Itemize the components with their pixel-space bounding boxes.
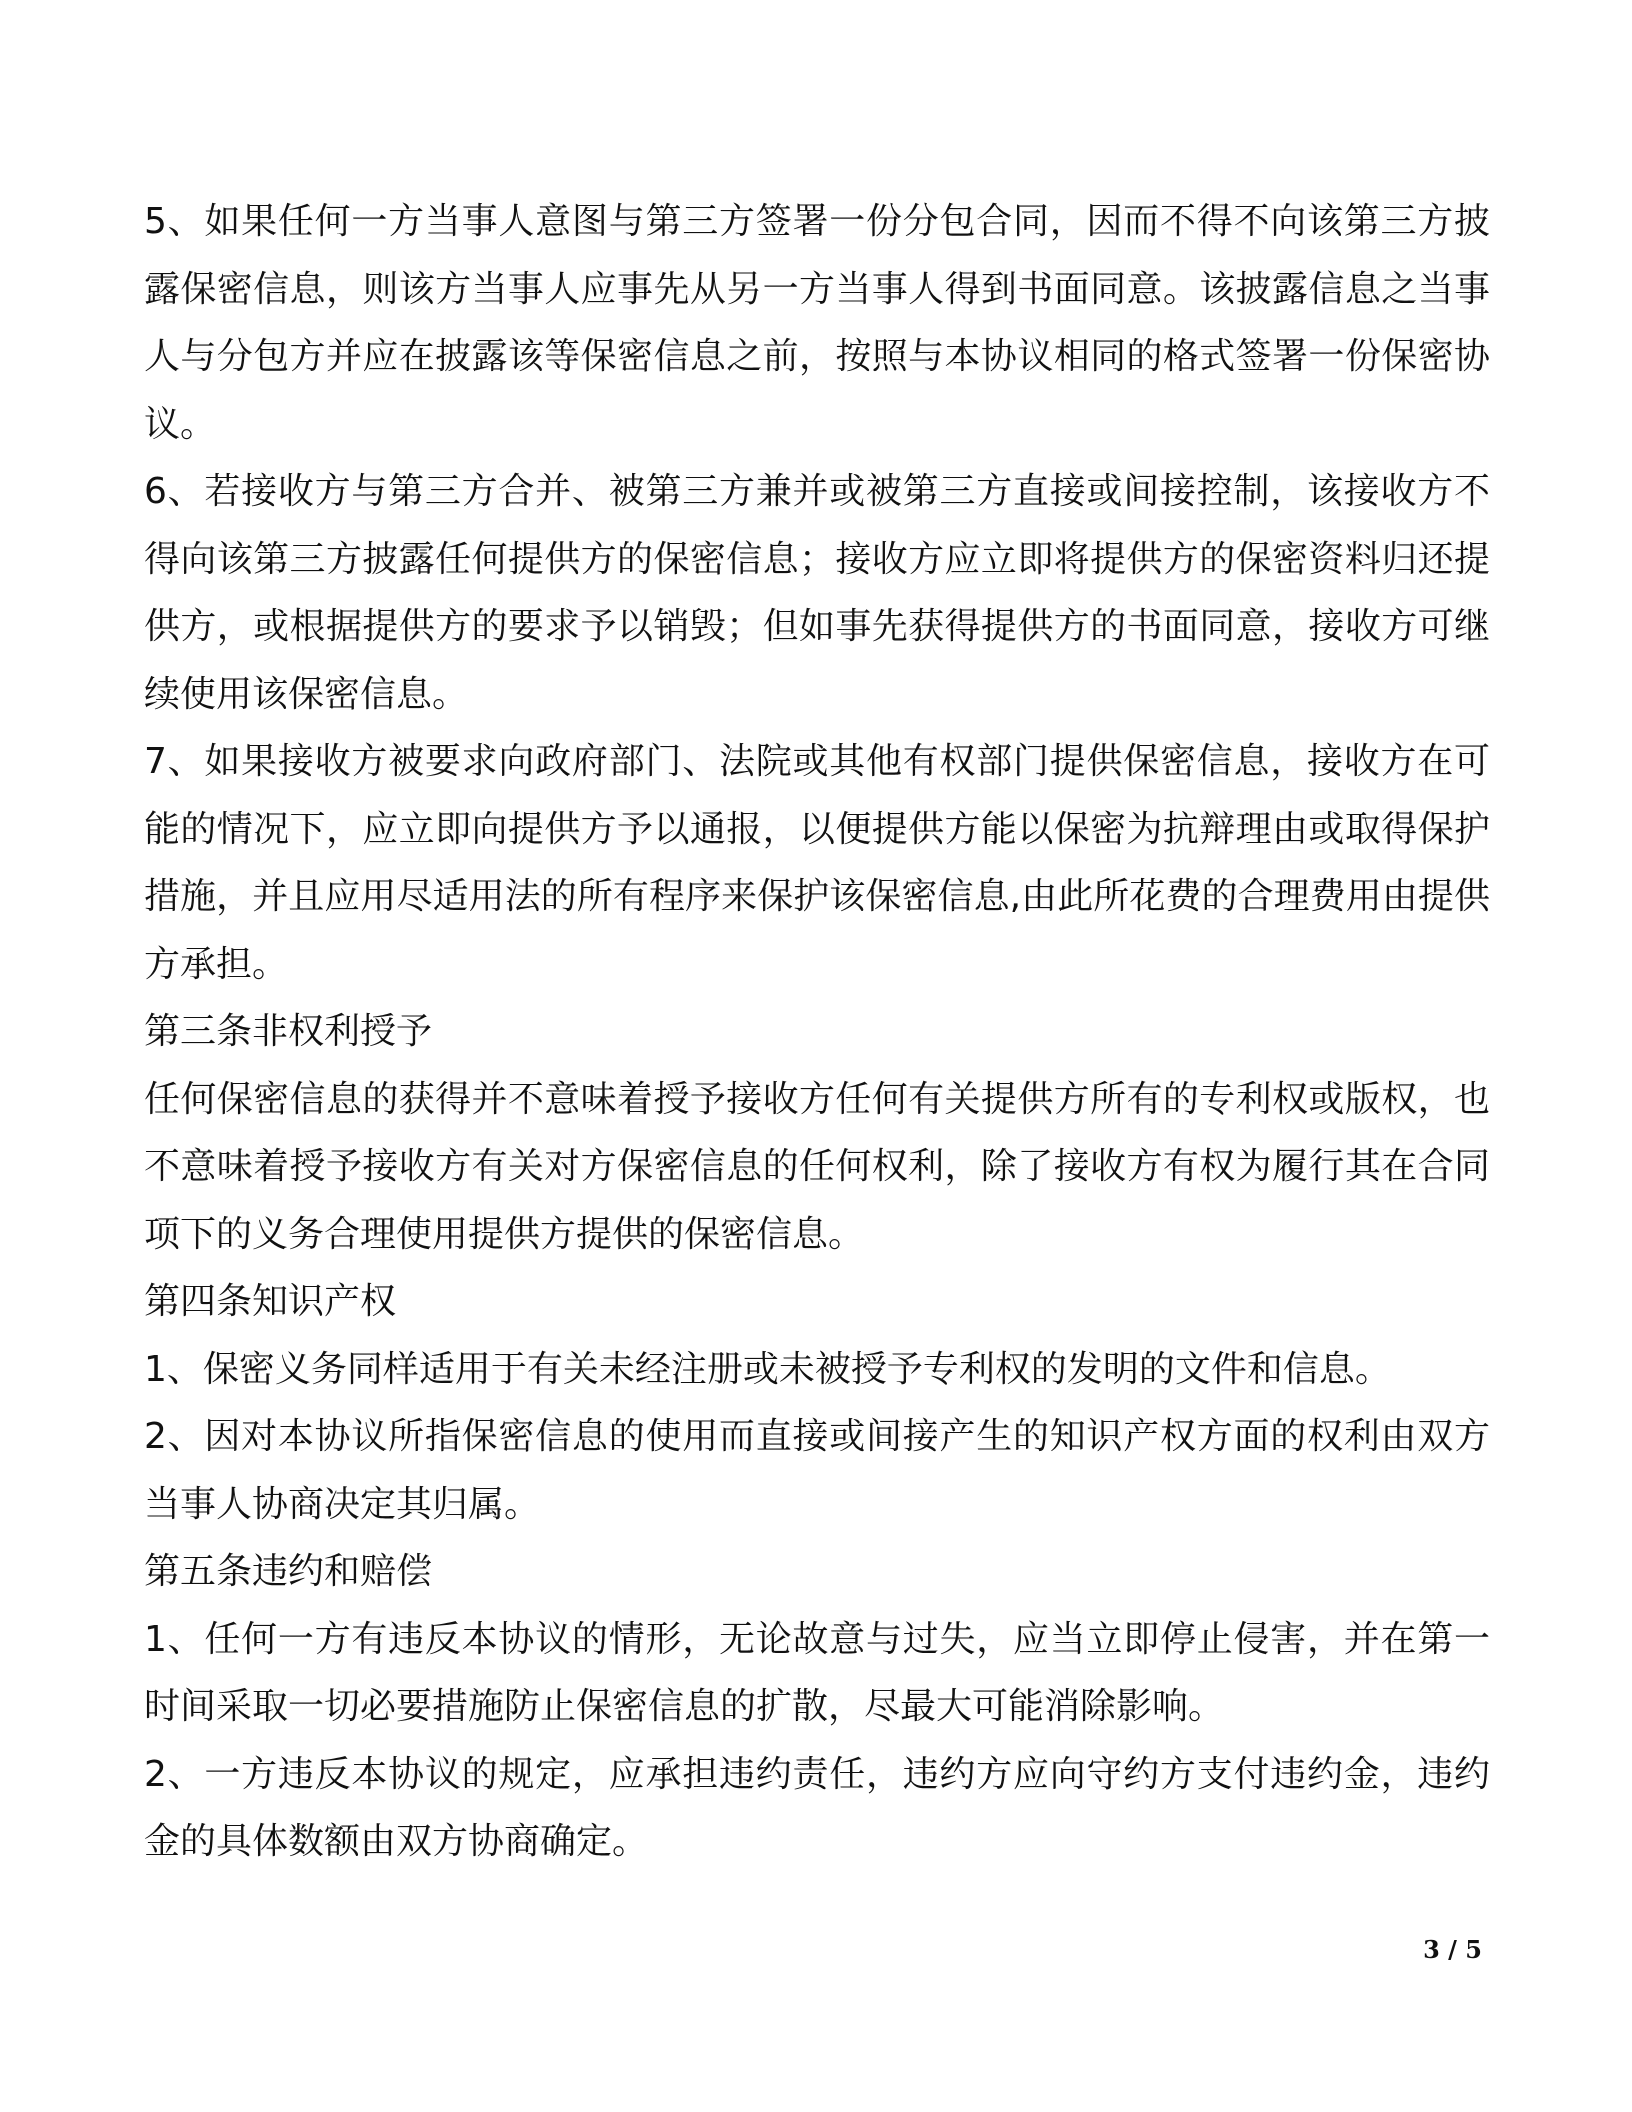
- article-5-heading: 第五条违约和赔偿: [144, 1551, 433, 1592]
- article-3-heading: 第三条非权利授予: [144, 1011, 433, 1052]
- document-body: [144, 188, 1490, 1876]
- article-5-item-2: 2、一方违反本协议的规定，应承担违约责任，违约方应向守约方支付违约金，违约金的具体数额由双方协商确定。: [144, 1753, 1490, 1862]
- clause-2-item-6: 6、若接收方与第三方合并、被第三方兼并或被第三方直接或间接控制，该接收方不得向该第三方披露任何提供方的保密信息；接收方应立即将提供方的保密资料归还提供方，或根据提供方的要求予以销毁；但如事先获得提供方的书面同意，接收方可继续使用该保密信息。: [144, 471, 1490, 715]
- article-4-item-1: 1、保密义务同样适用于有关未经注册或未被授予专利权的发明的文件和信息。: [144, 1348, 1391, 1390]
- page-number: 3 / 5: [1423, 1935, 1482, 1964]
- article-4-heading: 第四条知识产权: [144, 1281, 397, 1322]
- clause-2-item-5: 5、如果任何一方当事人意图与第三方签署一份分包合同，因而不得不向该第三方披露保密信息，则该方当事人应事先从另一方当事人得到书面同意。该披露信息之当事人与分包方并应在披露该等保密信息之前，按照与本协议相同的格式签署一份保密协议。: [144, 201, 1490, 445]
- article-3-body: 任何保密信息的获得并不意味着授予接收方任何有关提供方所有的专利权或版权，也不意味着授予接收方有关对方保密信息的任何权利，除了接收方有权为履行其在合同项下的义务合理使用提供方提供的保密信息。: [144, 1078, 1490, 1255]
- article-4-item-2: 2、因对本协议所指保密信息的使用而直接或间接产生的知识产权方面的权利由双方当事人协商决定其归属。: [144, 1416, 1490, 1525]
- article-5-item-1: 1、任何一方有违反本协议的情形，无论故意与过失，应当立即停止侵害，并在第一时间采取一切必要措施防止保密信息的扩散，尽最大可能消除影响。: [144, 1618, 1490, 1727]
- clause-2-item-7: 7、如果接收方被要求向政府部门、法院或其他有权部门提供保密信息，接收方在可能的情况下，应立即向提供方予以通报，以便提供方能以保密为抗辩理由或取得保护措施，并且应用尽适用法的所有程序来保护该保密信息,由此所花费的合理费用由提供方承担。: [144, 741, 1490, 985]
